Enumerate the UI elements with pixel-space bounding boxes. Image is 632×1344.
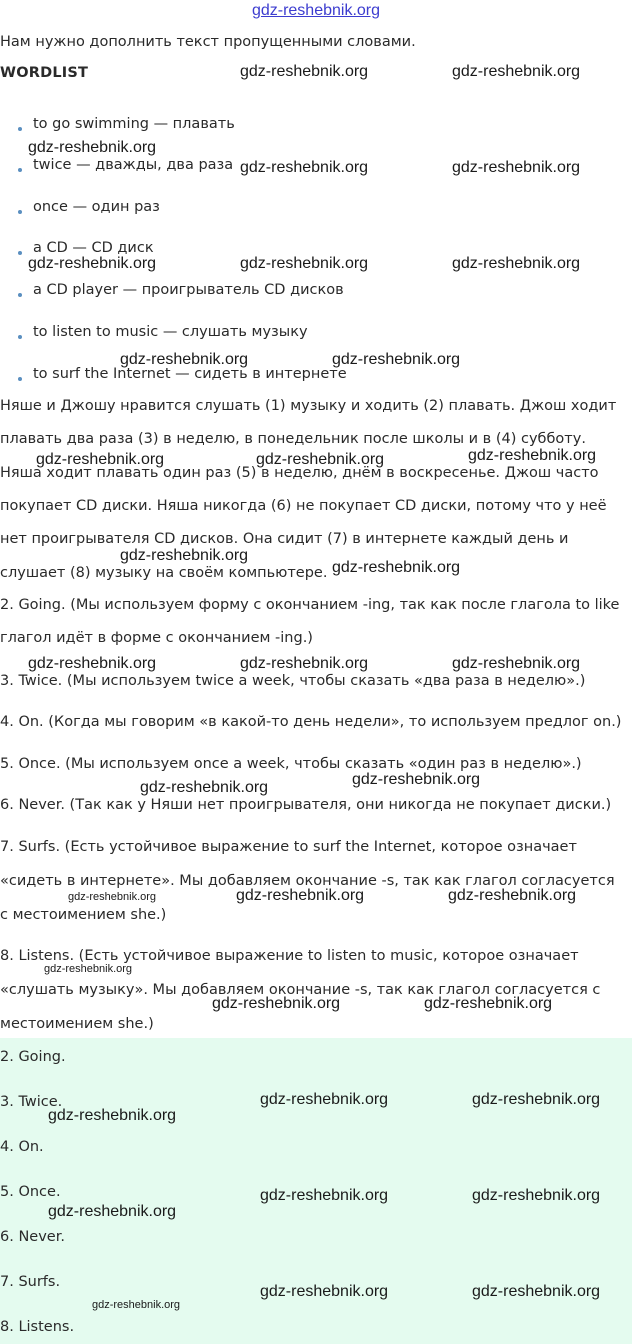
watermark: gdz-reshebnik.org: [212, 995, 341, 1012]
explanation-line: местоимением she.): [0, 1016, 154, 1032]
watermark: gdz-reshebnik.org: [260, 1283, 389, 1300]
explanation-line: с местоимением she.): [0, 907, 167, 923]
bullet-icon: [18, 251, 22, 255]
watermark: gdz-reshebnik.org: [452, 655, 581, 672]
wordlist-item: to surf the Internet — сидеть в интернете: [33, 366, 347, 382]
answer-item: 7. Surfs.: [0, 1274, 61, 1290]
answer-item: 4. On.: [0, 1139, 44, 1155]
watermark: gdz-reshebnik.org: [332, 351, 461, 368]
answer-item: 2. Going.: [0, 1049, 66, 1065]
wordlist-item: once — один раз: [33, 199, 160, 215]
watermark: gdz-reshebnik.org: [68, 891, 157, 903]
bullet-icon: [18, 377, 22, 381]
watermark: gdz-reshebnik.org: [48, 1107, 177, 1124]
wordlist-item: a CD player — проигрыватель CD дисков: [33, 282, 344, 298]
watermark: gdz-reshebnik.org: [120, 547, 249, 564]
wordlist-item: twice — дважды, два раза: [33, 157, 234, 173]
answer-item: 8. Listens.: [0, 1319, 75, 1335]
bullet-icon: [18, 127, 22, 131]
watermark: gdz-reshebnik.org: [260, 1187, 389, 1204]
site-link[interactable]: gdz-reshebnik.org: [251, 2, 381, 19]
watermark: gdz-reshebnik.org: [472, 1187, 601, 1204]
bullet-icon: [18, 168, 22, 172]
watermark: gdz-reshebnik.org: [28, 139, 157, 156]
watermark: gdz-reshebnik.org: [240, 63, 369, 80]
explanation-line: 6. Never. (Так как у Няши нет проигрывателя, они никогда не покупает диски.): [0, 797, 612, 813]
explanation-line: «сидеть в интернете». Мы добавляем окончание -s, так как глагол согласуется: [0, 873, 615, 889]
watermark: gdz-reshebnik.org: [468, 447, 597, 464]
watermark: gdz-reshebnik.org: [236, 887, 365, 904]
watermark: gdz-reshebnik.org: [44, 963, 133, 975]
watermark: gdz-reshebnik.org: [240, 655, 369, 672]
watermark: gdz-reshebnik.org: [452, 63, 581, 80]
wordlist-heading: WORDLIST: [0, 65, 89, 81]
watermark: gdz-reshebnik.org: [256, 451, 385, 468]
answer-item: 6. Never.: [0, 1229, 65, 1245]
watermark: gdz-reshebnik.org: [452, 255, 581, 272]
watermark: gdz-reshebnik.org: [352, 771, 481, 788]
explanation-line: 8. Listens. (Есть устойчивое выражение to listen to music, которое означает: [0, 948, 579, 964]
watermark: gdz-reshebnik.org: [140, 779, 269, 796]
story-line: Няша ходит плавать один раз (5) в неделю, днём в воскресенье. Джош часто: [0, 465, 599, 481]
explanation-line: 4. On. (Когда мы говорим «в какой-то день недели», то используем предлог on.): [0, 714, 622, 730]
explanation-line: 3. Twice. (Мы используем twice a week, чтобы сказать «два раза в неделю».): [0, 673, 586, 689]
story-line: Няше и Джошу нравится слушать (1) музыку и ходить (2) плавать. Джош ходит: [0, 398, 617, 414]
story-line: нет проигрывателя CD дисков. Она сидит (7) в интернете каждый день и: [0, 531, 569, 547]
watermark: gdz-reshebnik.org: [472, 1283, 601, 1300]
wordlist-item: to listen to music — слушать музыку: [33, 324, 308, 340]
bullet-icon: [18, 293, 22, 297]
bullet-icon: [18, 335, 22, 339]
watermark: gdz-reshebnik.org: [28, 655, 157, 672]
watermark: gdz-reshebnik.org: [120, 351, 249, 368]
story-line: слушает (8) музыку на своём компьютере.: [0, 565, 328, 581]
wordlist-item: a CD — CD диск: [33, 240, 154, 256]
explanation-line: глагол идёт в форме с окончанием -ing.): [0, 630, 313, 646]
answer-item: 3. Twice.: [0, 1094, 63, 1110]
bullet-icon: [18, 210, 22, 214]
watermark: gdz-reshebnik.org: [48, 1203, 177, 1220]
watermark: gdz-reshebnik.org: [424, 995, 553, 1012]
story-line: покупает CD диски. Няша никогда (6) не покупает CD диски, потому что у неё: [0, 498, 607, 514]
watermark: gdz-reshebnik.org: [36, 451, 165, 468]
explanation-line: 2. Going. (Мы используем форму с окончанием -ing, так как после глагола to like: [0, 597, 620, 613]
explanation-line: 5. Once. (Мы используем once a week, чтобы сказать «один раз в неделю».): [0, 756, 582, 772]
answer-item: 5. Once.: [0, 1184, 61, 1200]
explanation-line: 7. Surfs. (Есть устойчивое выражение to surf the Internet, которое означает: [0, 839, 577, 855]
watermark: gdz-reshebnik.org: [240, 255, 369, 272]
watermark: gdz-reshebnik.org: [472, 1091, 601, 1108]
watermark: gdz-reshebnik.org: [452, 159, 581, 176]
watermark: gdz-reshebnik.org: [92, 1299, 181, 1311]
explanation-line: «слушать музыку». Мы добавляем окончание -s, так как глагол согласуется с: [0, 982, 601, 998]
intro-text: Нам нужно дополнить текст пропущенными словами.: [0, 34, 416, 50]
watermark: gdz-reshebnik.org: [448, 887, 577, 904]
wordlist-item: to go swimming — плавать: [33, 116, 235, 132]
watermark: gdz-reshebnik.org: [240, 159, 369, 176]
watermark: gdz-reshebnik.org: [332, 559, 461, 576]
watermark: gdz-reshebnik.org: [260, 1091, 389, 1108]
story-line: плавать два раза (3) в неделю, в понедельник после школы и в (4) субботу.: [0, 431, 586, 447]
watermark: gdz-reshebnik.org: [28, 255, 157, 272]
